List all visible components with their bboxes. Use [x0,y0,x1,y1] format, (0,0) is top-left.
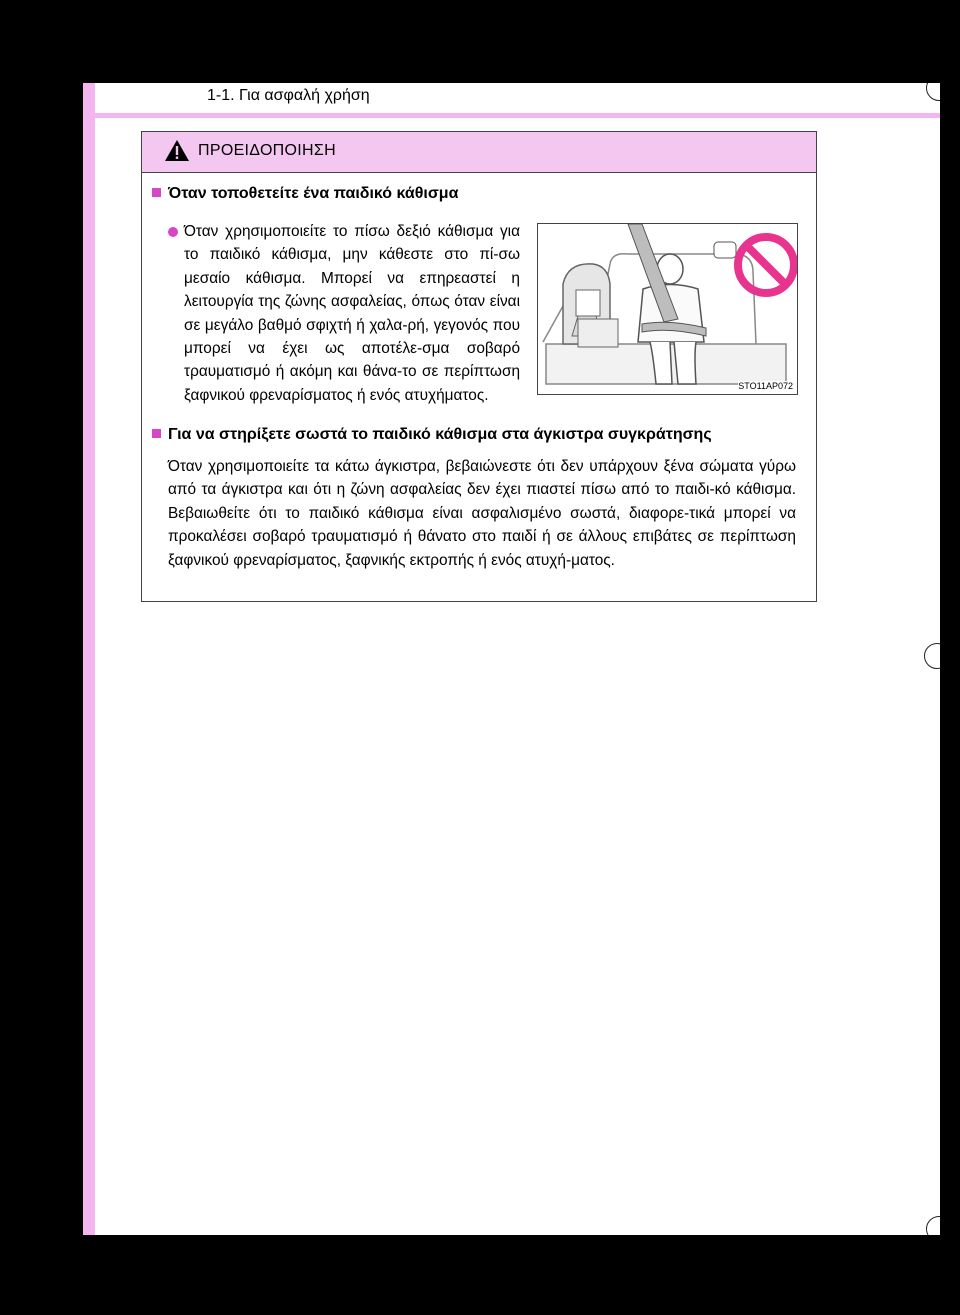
margin-stripe [83,83,95,1235]
bullet-rear-seat-text: Όταν χρησιμοποιείτε το πίσω δεξιό κάθισμα για το παιδικό κάθισμα, μην κάθεστε στο πί-σω μεσαίο κάθισμα. Μπορεί να επηρεαστεί η λειτουργία της ζώνης ασφαλείας, όπως όταν είναι σε μεγάλο βαθμό σφιχτή ή χαλα-ρή, γεγονός που μπορεί να έχει ως αποτέλε-σμα σοβαρό τραυματισμό ή ακόμη και θάνα-το σε περίπτωση ξαφνικού φρεναρίσματος ή ενός ατυχήματος. [184,223,520,404]
square-bullet-icon [152,188,161,197]
round-bullet-icon [168,227,178,237]
crop-mark-top-icon [926,83,940,101]
warning-title: ΠΡΟΕΙΔΟΠΟΙΗΣΗ [198,142,336,159]
warning-triangle-icon [164,139,190,162]
heading-anchor-child-seat: Για να στηρίξετε σωστά το παιδικό κάθισμα στα άγκιστρα συγκράτησης [152,426,712,444]
crop-mark-bottom-icon [926,1216,940,1235]
prohibited-seating-illustration [537,223,798,395]
paragraph-lower-anchors: Όταν χρησιμοποιείτε τα κάτω άγκιστρα, βεβαιώνεστε ότι δεν υπάρχουν ξένα σώματα γύρω από τα άγκιστρα και ότι η ζώνη ασφαλείας δεν έχει πιαστεί πίσω από το παιδι-κό κάθισμα. Βεβαιωθείτε ότι το παιδικό κάθισμα είναι ασφαλισμένο σωστά, διαφορε-τικά μπορεί να προκαλέσει σοβαρό τραυματισμό ή θάνατο στο παιδί ή σε άλλους επιβάτες σε περίπτωση ξαφνικού φρεναρίσματος, ξαφνικής εκτροπής ή ενός ατυχή-ματος. [168,458,796,569]
crop-mark-middle-icon [924,643,940,669]
header-rule [83,113,940,118]
warning-box [141,131,817,602]
heading-install-child-seat: Όταν τοποθετείτε ένα παιδικό κάθισμα [152,185,458,203]
bullet-rear-seat [168,220,520,407]
illustration-code: STO11AP072 [738,381,793,391]
square-bullet-icon [152,429,161,438]
seat-illustration-drawing [538,224,797,394]
warning-header [142,132,816,173]
section-header: 1-1. Για ασφαλή χρήση [207,87,370,104]
manual-page [83,83,940,1235]
